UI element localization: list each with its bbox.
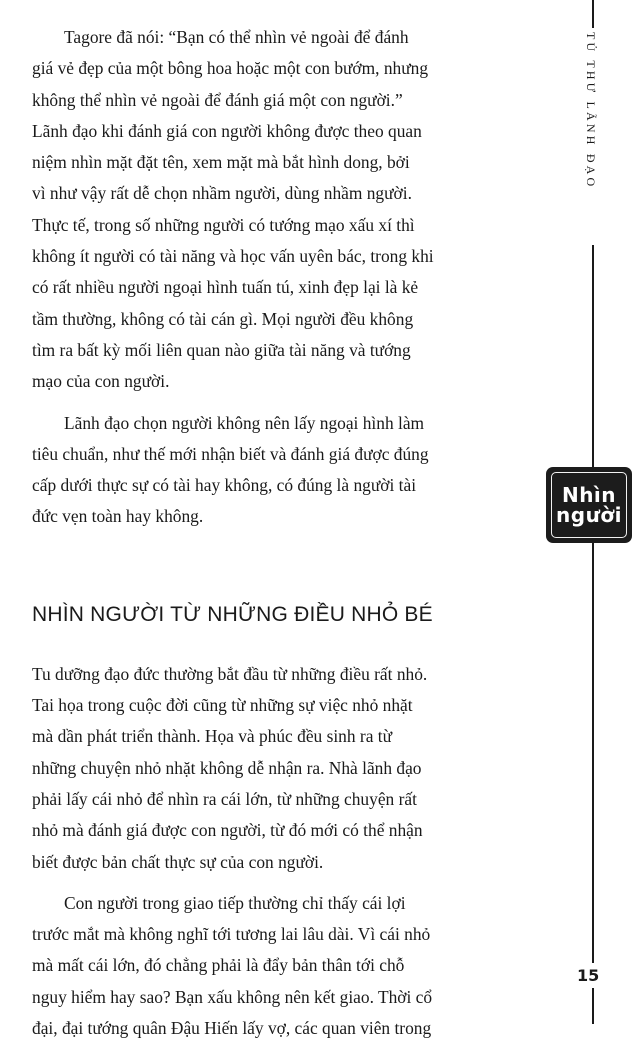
text-line: niệm nhìn mặt đặt tên, xem mặt mà bắt hình dong, bởi	[32, 152, 410, 173]
text-line: Tu dưỡng đạo đức thường bắt đầu từ những điều rất nhỏ.	[32, 663, 428, 684]
text-line: biết được bản chất thực sự của con người.	[32, 851, 324, 872]
page-number: 15	[577, 966, 600, 985]
text-line: đức vẹn toàn hay không.	[32, 506, 204, 527]
paragraph-selection-criteria	[32, 408, 526, 533]
page-body	[32, 22, 526, 1044]
section-heading: NHÌN NGƯỜI TỪ NHỮNG ĐIỀU NHỎ BÉ	[32, 602, 433, 626]
text-line: Thực tế, trong số những người có tướng mạo xấu xí thì	[32, 214, 415, 235]
text-line: đại, đại tướng quân Đậu Hiến lấy vợ, các quan viên trong	[32, 1018, 432, 1039]
text-line: mà dần phát triển thành. Họa và phúc đều sinh ra từ	[32, 726, 393, 747]
text-line: cấp dưới thực sự có tài hay không, có đúng là người tài	[32, 475, 417, 496]
text-line: Lãnh đạo khi đánh giá con người không được theo quan	[32, 120, 422, 141]
text-line: nguy hiểm hay sao? Bạn xấu không nên kết giao. Thời cổ	[32, 986, 433, 1007]
side-rule-middle	[592, 245, 594, 467]
paragraph-small-things	[32, 659, 526, 878]
side-rule-bottom	[592, 543, 594, 963]
text-line: tiêu chuẩn, như thế mới nhận biết và đánh giá được đúng	[32, 443, 429, 464]
chapter-tab-line2: người	[556, 503, 622, 527]
text-line: Con người trong giao tiếp thường chỉ thấy cái lợi	[64, 892, 406, 913]
text-line: Tagore đã nói: “Bạn có thể nhìn vẻ ngoài để đánh	[64, 27, 409, 47]
paragraph-tagore-quote	[32, 22, 526, 398]
text-line: giá vẻ đẹp của một bông hoa hoặc một con bướm, nhưng	[32, 58, 429, 79]
text-line: mà mất cái lớn, đó chẳng phải là đẩy bản thân tới chỗ	[32, 955, 405, 976]
text-line: có rất nhiều người ngoại hình tuấn tú, xinh đẹp lại là kẻ	[32, 277, 419, 298]
text-line: phải lấy cái nhỏ để nhìn ra cái lớn, từ những chuyện rất	[32, 788, 417, 809]
chapter-tab	[546, 467, 632, 543]
text-line: mạo của con người.	[32, 371, 170, 392]
text-line: những chuyện nhỏ nhặt không dễ nhận ra. Nhà lãnh đạo	[32, 757, 422, 778]
text-line: vì như vậy rất dễ chọn nhầm người, dùng nhầm người.	[32, 183, 412, 204]
paragraph-communication	[32, 888, 526, 1044]
side-rule-top	[592, 0, 594, 28]
text-line: trước mắt mà không nghĩ tới tương lai lâu dài. Vì cái nhỏ	[32, 924, 431, 945]
text-line: không thể nhìn vẻ ngoài để đánh giá một con người.”	[32, 89, 403, 110]
series-title: TỦ THƯ LÃNH ĐẠO	[584, 32, 598, 190]
side-rule-footer	[592, 988, 594, 1024]
text-line: không ít người có tài năng và học vấn uyên bác, trong khi	[32, 246, 434, 267]
text-line: Lãnh đạo chọn người không nên lấy ngoại hình làm	[64, 412, 425, 433]
text-line: Tai họa trong cuộc đời cũng từ những sự việc nhỏ nhặt	[32, 695, 413, 716]
text-line: nhỏ mà đánh giá được con người, từ đó mới có thể nhận	[32, 820, 423, 841]
chapter-tab-line1: Nhìn	[561, 483, 617, 507]
text-line: tìm ra bất kỳ mối liên quan nào giữa tài năng và tướng	[32, 339, 411, 360]
text-line: tầm thường, không có tài cán gì. Mọi người đều không	[32, 308, 414, 329]
